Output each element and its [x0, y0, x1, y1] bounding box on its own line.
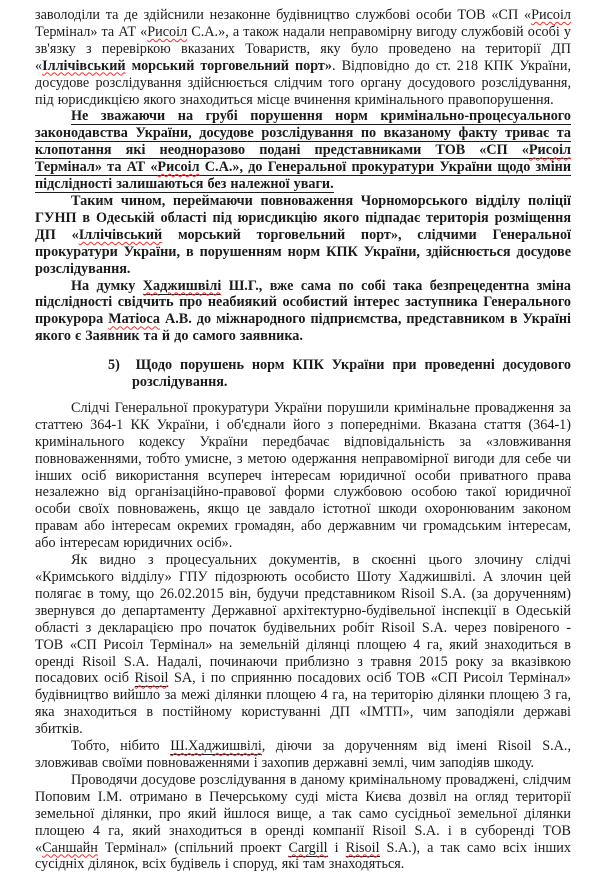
text-run: Тобто, нібито: [71, 738, 171, 755]
text-run: Щодо порушень норм КПК України при проведенні досудового розслідування.: [132, 357, 571, 391]
spellchecked-word: Рисоіл: [528, 142, 571, 159]
paragraph-tobto: [35, 738, 571, 772]
text-run: морський торговельний порт»: [125, 57, 332, 74]
text-run: Термінал» (спільний проект: [97, 839, 289, 856]
spellchecked-word: Ш.Хаджишвілі: [170, 738, 262, 755]
paragraph-continuation: [35, 7, 571, 108]
text-run: На думку: [71, 277, 143, 294]
text-run: морський торговельний порт», слідчими Генеральної прокуратури України, в порушенням норм КПК України, здійснюється досудове розслідування.: [35, 226, 571, 277]
spellchecked-word: Рисоіл: [531, 7, 571, 23]
text-run: Ш.Г., вже сама по собі така безпрецедентна зміна підслідності свідчить про неабиякий особистий інтерес заступника Генерального прокурора: [35, 277, 571, 328]
text-run: , діючи за дорученням від імені Risoil S.A., зловживав своїми повноваженнями і захопив державні землі, чим заподіяв шкоду.: [35, 738, 571, 771]
spellchecked-word: Рисоіл: [157, 159, 200, 176]
paragraph-na-dumku: [35, 278, 571, 346]
text-run: і: [327, 839, 346, 856]
spellchecked-word: Risoil: [134, 670, 169, 687]
spellchecked-word: Матіоса: [108, 311, 160, 328]
spellchecked-word: Risoil: [345, 839, 380, 856]
spellchecked-word: Іллічівський: [78, 226, 163, 243]
paragraph-bold-underlined: [35, 108, 571, 193]
text-run: С.А.», а також надали неправомірну вигоду службовій особі у зв'язку з перевіркою вказаних Товариств, яку було проведено на території ДП «: [35, 23, 571, 74]
text-run: Не зважаючи на грубі порушення норм кримінально-процесуального законодавства України, досудове розслідування по вказаному факту триває та клопотання які неодноразово подані представниками ТОВ «СП «: [35, 108, 571, 159]
paragraph-yak-vydno: [35, 552, 571, 738]
paragraph-provodyachy: [35, 772, 571, 873]
text-run: 5): [108, 357, 136, 374]
text-run: А.В. до міжнародного підприємства, представником в Україні якого є Заявник та й до самого заявника.: [35, 311, 571, 345]
text-run: Термінал» та АТ «: [35, 159, 158, 176]
document-body: [35, 7, 571, 873]
text-run: SA, і по сприянню посадових осіб ТОВ «СП Рисоіл Термінал» будівництво вийшло за межі ділянки площею 4 га, на територію ділянки площею 3 га, яка знаходиться в постійному користуванні ДП «ІМТП», чим заподіяли державі збитків.: [35, 670, 571, 738]
spellchecked-word: Іллічівський: [42, 57, 126, 74]
text-run: Як видно з процесуальних документів, в скоєнні цього злочину слідчі «Кримського відділу» ГПУ підозрюють особисто Шоту Хаджишвілі. А злочин цей полягає в тому, що 26.02.2015 він, будучи представником Risoil S.A. (за дорученням) звернувся до департаменту Державної архітектурно-будівельної інспекції в Одеській області з декларацією про початок будівельних робіт Risoil S.A. через повіреного - ТОВ «СП Рисоіл Термінал» на земельній ділянці площею 4 га, який знаходиться в оренді Risoil S.A. Надалі, починаючи приблизно з травня 2015 року за вказівкою посадових осіб: [35, 552, 571, 687]
text-run: С.А.», до Генеральної прокуратури України щодо зміни підслідності залишаються без належної уваги.: [35, 159, 571, 193]
text-run: заволоділи та де здійснили незаконне будівництво службові особи ТОВ «СП «: [35, 7, 532, 23]
text-run: Проводячи досудове розслідування в даному кримінальному проваджені, слідчим Поповим І.М. отримано в Печерському суді міста Києва дозвіл на огляд території земельної ділянки, про який йшлося вище, а так само сусідньої земельної ділянки площею 4 га, який знаходиться в оренді компанії Risoil S.A. і в суборенді ТОВ «: [35, 771, 571, 856]
text-run: Термінал» та АТ «: [35, 23, 148, 40]
paragraph-takym-chynom: [35, 193, 571, 278]
text-run: S.A.), а так само всіх інших сусідніх ділянок, всіх будівель і споруд, які там знаходяться.: [35, 839, 571, 873]
section-heading-5: [35, 357, 571, 391]
text-run: . Відповідно до ст. 218 КПК України, досудове розслідування здійснюється слідчим того органу досудового розслідування, під юрисдикцією якого знаходиться місце вчинення кримінального правопорушення.: [35, 57, 572, 108]
spellchecked-word: Рисоіл: [147, 23, 188, 40]
spellchecked-word: Хаджишвілі: [142, 277, 222, 294]
text-run: Слідчі Генеральної прокуратури України порушили кримінальне провадження за статтею 364-1 КК України, і об'єднали його з попередніми. Вказана стаття (364-1) кримінального кодексу України передбачає відповідальність за «зловживання повноваженнями, тобто умисне, з метою одержання неправомірної вигоди для себе чи інших осіб використання всупереч інтересам юридичної особи приватного права незалежно від організаційно-правової форми службовою особою такої юридичної особи своїх повноважень, якщо це завдало істотної шкоди охоронюваним законом правам або інтересам окремих громадян, або державним чи громадським інтересам, або інтересам юридичних осіб».: [35, 399, 571, 552]
text-run: Таким чином, переймаючи повноваження Чорноморського відділу поліції ГУНП в Одеській області під юрисдикцію якого підпадає територія розміщення ДП «: [35, 192, 571, 243]
spellchecked-word: Cargill: [288, 839, 328, 856]
paragraph-slidchi-gpu: [35, 400, 571, 552]
spellchecked-word: Саншайн: [42, 839, 98, 856]
